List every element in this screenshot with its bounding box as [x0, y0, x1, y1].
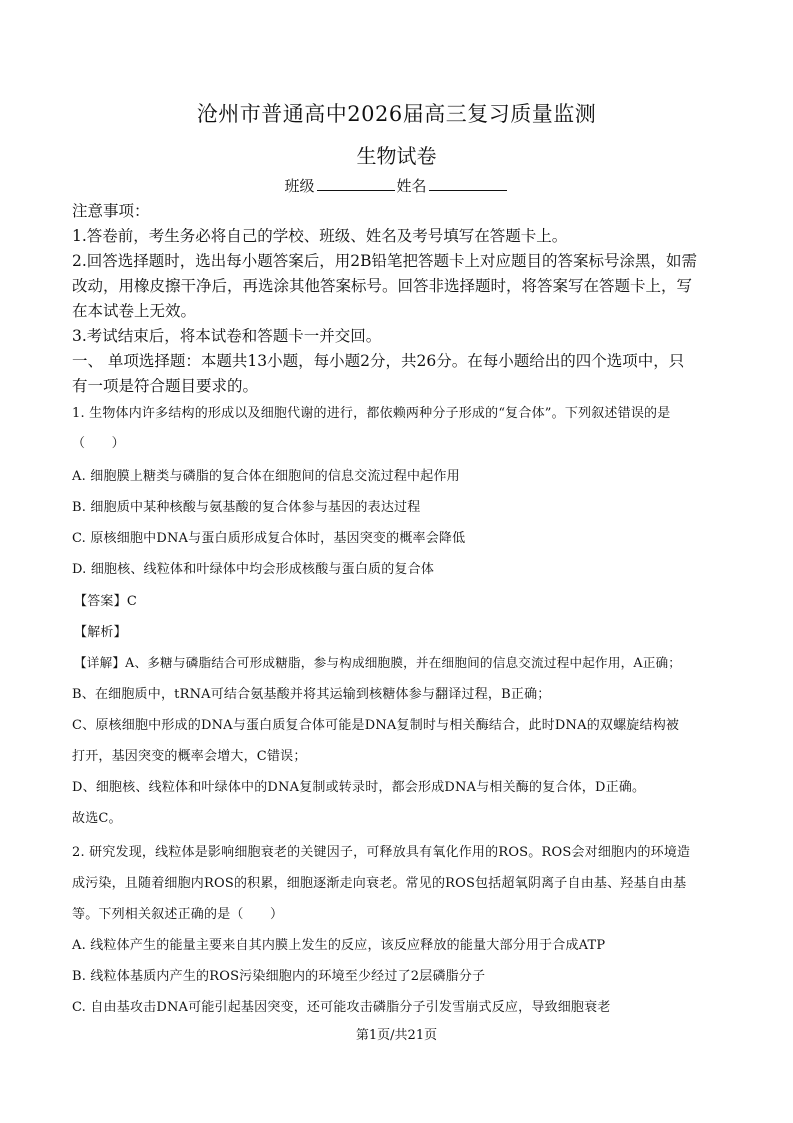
q1-detail-line-2: B、在细胞质中，tRNA可结合氨基酸并将其运输到核糖体参与翻译过程，B正确； [72, 687, 551, 702]
page-subtitle: 生物试卷 [356, 144, 437, 168]
notes-heading: 注意事项： [72, 202, 150, 220]
notes-item-2-line-1: 2.回答选择题时，选出每小题答案后，用2B铅笔把答题卡上对应题目的答案标号涂黑，如需 [72, 252, 698, 270]
q1-conclusion: 故选C。 [72, 811, 122, 826]
q1-analysis-tag: 【解析】 [74, 625, 127, 640]
q2-stem-line-3: 等。下列相关叙述正确的是（ ） [72, 907, 284, 922]
notes-item-2-line-3: 在本试卷上无效。 [72, 302, 197, 320]
q1-answer [74, 590, 137, 609]
notes-item-1: 1.答卷前，考生务必将自己的学校、班级、姓名及考号填写在答题卡上。 [72, 227, 568, 245]
page-footer: 第1页/共21页 [355, 1028, 438, 1043]
q2-stem-line-1: 2. 研究发现，线粒体是影响细胞衰老的关键因子，可释放具有氧化作用的ROS。ROS会对细胞内的环境造 [72, 845, 691, 860]
class-label: 班级 [284, 177, 315, 195]
q1-detail-line-4: 打开，基因突变的概率会增大，C错误； [72, 749, 307, 764]
q2-option-a: A. 线粒体产生的能量主要来自其内膜上发生的反应，该反应释放的能量大部分用于合成ATP [72, 938, 606, 953]
student-fields [0, 175, 793, 196]
q2-stem-line-2: 成污染，且随着细胞内ROS的积累，细胞逐渐走向衰老。常见的ROS包括超氧阴离子自由基、羟基自由基 [72, 876, 687, 891]
name-blank [429, 176, 507, 191]
notes-item-2-line-2: 改动，用橡皮擦干净后，再选涂其他答案标号。回答非选择题时，将答案写在答题卡上，写 [72, 277, 693, 295]
q1-detail-line-1: 【详解】A、多糖与磷脂结合可形成糖脂，参与构成细胞膜，并在细胞间的信息交流过程中起作用，A正确； [74, 655, 682, 670]
q1-stem-line-2: （ ） [72, 436, 125, 451]
q2-option-b: B. 线粒体基质内产生的ROS污染细胞内的环境至少经过了2层磷脂分子 [72, 969, 486, 984]
q1-option-c: C. 原核细胞中DNA与蛋白质形成复合体时，基因突变的概率会降低 [72, 531, 466, 546]
section-heading-line-2: 有一项是符合题目要求的。 [72, 377, 259, 395]
q1-option-b: B. 细胞质中某种核酸与氨基酸的复合体参与基因的表达过程 [72, 500, 421, 515]
q2-option-c: C. 自由基攻击DNA可能引起基因突变，还可能攻击磷脂分子引发雪崩式反应，导致细胞衰老 [72, 1000, 611, 1015]
class-blank [317, 176, 395, 191]
answer-value: C [126, 594, 137, 609]
page-title: 沧州市普通高中2026届高三复习质量监测 [196, 102, 597, 126]
q1-stem-line-1: 1. 生物体内许多结构的形成以及细胞代谢的进行，都依赖两种分子形成的“复合体”。下列叙述错误的是 [72, 406, 671, 421]
q1-option-d: D. 细胞核、线粒体和叶绿体中均会形成核酸与蛋白质的复合体 [72, 562, 435, 577]
q1-option-a: A. 细胞膜上糖类与磷脂的复合体在细胞间的信息交流过程中起作用 [72, 469, 460, 484]
q1-detail-line-3: C、原核细胞中形成的DNA与蛋白质复合体可能是DNA复制时与相关酶结合，此时DNA的双螺旋结构被 [72, 718, 680, 733]
q1-detail-line-5: D、细胞核、线粒体和叶绿体中的DNA复制或转录时，都会形成DNA与相关酶的复合体，D正确。 [72, 780, 646, 795]
notes-item-3: 3.考试结束后，将本试卷和答题卡一并交回。 [72, 327, 382, 345]
name-label: 姓名 [396, 177, 427, 195]
section-heading-line-1: 一、 单项选择题：本题共13小题，每小题2分，共26分。在每小题给出的四个选项中，只 [72, 352, 685, 370]
answer-tag: 【答案】 [74, 594, 127, 609]
